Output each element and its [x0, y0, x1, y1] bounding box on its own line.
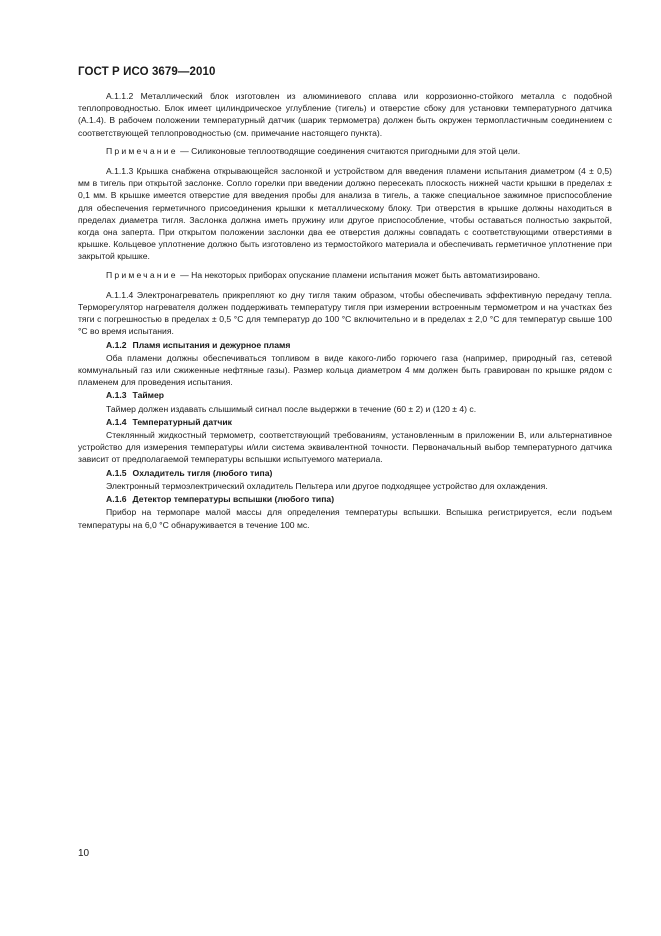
paragraph-a13: Таймер должен издавать слышимый сигнал после выдержки в течение (60 ± 2) и (120 ± 4) с.	[106, 403, 477, 414]
paragraph-a1114: А.1.1.4 Электронагреватель прикрепляют ко дну тигля таким образом, чтобы обеспечивать эффективную передачу тепла. Терморегулятор нагревателя должен поддерживать температуру тигля при измерении встроенным термометром и на участках без тяги с погрешностью в пределах ± 0,5 °С для температур до 100 °С включительно и в пределах ± 2,0 °С для температур свыше 100 °С во время испытания.	[78, 289, 612, 337]
heading-a13-title: Таймер	[132, 390, 165, 401]
heading-a12-title: Пламя испытания и дежурное пламя	[132, 339, 291, 350]
heading-a15	[78, 467, 612, 479]
note-1	[78, 145, 612, 157]
note-2-text: — На некоторых приборах опускание пламени испытания может быть автоматизировано.	[177, 269, 541, 280]
heading-a13-number: А.1.3	[106, 390, 127, 401]
heading-a16-number: А.1.6	[106, 494, 127, 505]
note-2	[78, 269, 612, 281]
paragraph-a12: Оба пламени должны обеспечиваться топливом в виде какого-либо горючего газа (например, природный газ, сетевой коммунальный газ или сжиженные нефтяные газы). Размер кольца диаметром 4 мм должен быть гравирован по крышке рядом с пламенем для проведения испытания.	[78, 352, 612, 388]
note-1-text: — Силиконовые теплоотводящие соединения считаются пригодными для этой цели.	[177, 145, 521, 156]
page-number: 10	[78, 848, 90, 859]
paragraph-a16: Прибор на термопаре малой массы для определения температуры вспышки. Вспышка регистрируется, если подъем температуры на 6,0 °С обнаруживается в течение 100 мс.	[78, 507, 612, 530]
note-2-label: Примечание	[106, 269, 178, 280]
heading-a14-number: А.1.4	[106, 416, 127, 427]
paragraph-a14: Стеклянный жидкостный термометр, соответствующий требованиям, установленным в приложении В, или альтернативное устройство для измерения температуры и/или система эквивалентной точности. Первоначальный выбор температурного датчика зависит от предполагаемой температуры вспышки испытуемого материала.	[78, 430, 612, 465]
heading-a14	[78, 416, 612, 428]
heading-a14-title: Температурный датчик	[132, 416, 232, 427]
heading-a16	[78, 493, 612, 505]
document-body	[78, 90, 612, 532]
heading-a12-number: А.1.2	[106, 339, 127, 350]
paragraph-a1112: А.1.1.2 Металлический блок изготовлен из алюминиевого сплава или коррозионно-стойкого металла с подобной теплопроводностью. Блок имеет цилиндрическое углубление (тигель) и отверстие сбоку для установки температурного датчика (А.1.4). В рабочем положении температурный датчик (шарик термометра) должен быть окружен термопластичным соединением с соответствующей теплопроводностью (см. примечание настоящего пункта).	[78, 91, 612, 138]
heading-a13	[78, 389, 612, 401]
paragraph-a1113: А.1.1.3 Крышка снабжена открывающейся заслонкой и устройством для введения пламени испытания диаметром (4 ± 0,5) мм в тигель при открытой заслонке. Сопло горелки при введении должно пересекать плоскость нижней части крышки в пределах ± 0,1 мм. В крышке имеется отверстие для введения пробы для анализа в тигель, а также специальное зажимное приспособление для обеспечения герметичного присоединения крышки к металлическому блоку. Три отверстия в крышке должны находиться в пределах диаметра тигля. Заслонка должна иметь пружину или другое приспособление, чтобы оставаться полностью закрытой, когда она заперта. При открытом положении заслонки два ее отверстия должны совпадать с соответствующими отверстиями в крышке. Кольцевое уплотнение должно быть изготовлено из термостойкого материала и обеспечивать герметичное уплотнение при закрытой крышке.	[78, 166, 612, 262]
heading-a16-title: Детектор температуры вспышки (любого типа)	[132, 494, 335, 505]
paragraph-a15: Электронный термоэлектрический охладитель Пельтера или другое подходящее устройство для охлаждения.	[106, 480, 548, 491]
heading-a15-title: Охладитель тигля (любого типа)	[132, 467, 273, 478]
heading-a15-number: А.1.5	[106, 467, 127, 478]
heading-a12	[78, 339, 612, 351]
page-header-title: ГОСТ Р ИСО 3679—2010	[78, 66, 216, 78]
note-1-label: Примечание	[106, 145, 178, 156]
